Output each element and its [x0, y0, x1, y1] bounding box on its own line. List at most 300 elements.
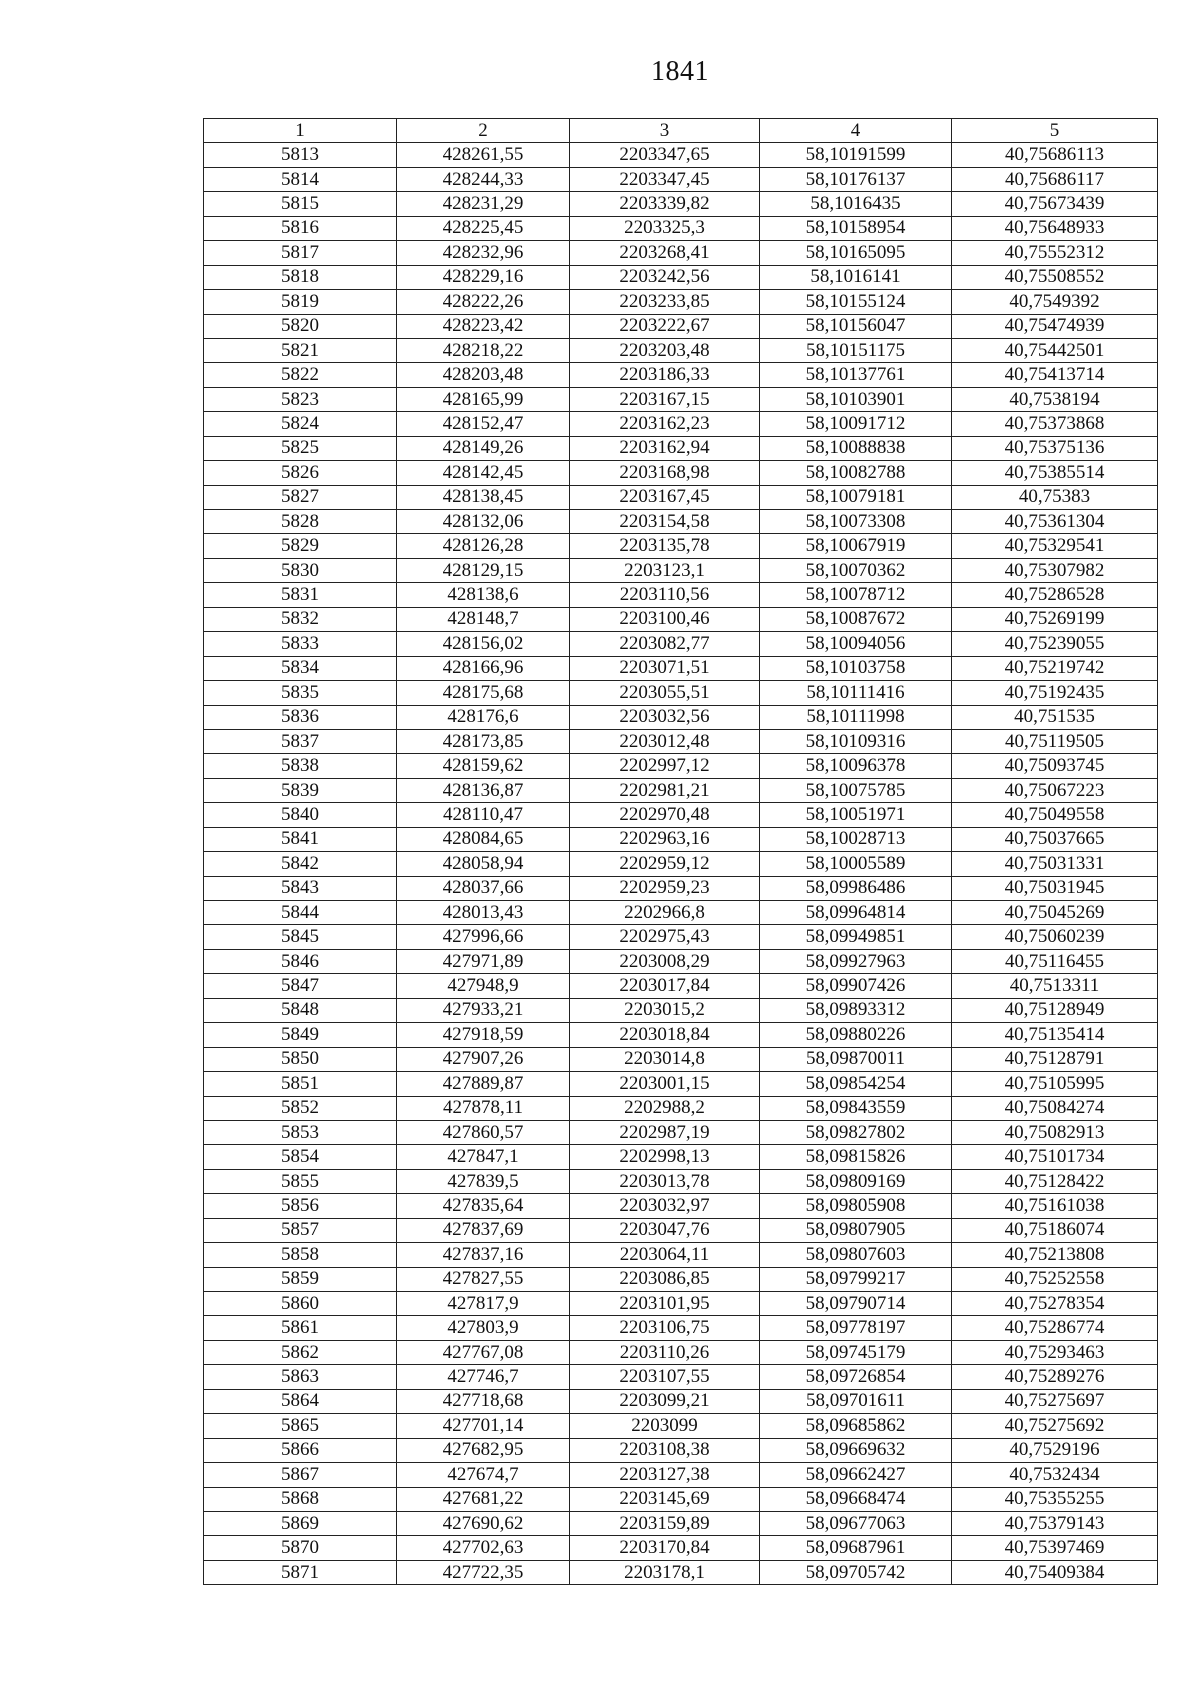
table-row — [204, 656, 1158, 680]
table-cell: 2203347,45 — [570, 167, 760, 191]
table-cell: 428084,65 — [397, 827, 570, 851]
table-cell: 2202988,2 — [570, 1096, 760, 1120]
table-cell: 428231,29 — [397, 192, 570, 216]
table-row — [204, 1120, 1158, 1144]
table-cell: 2203222,67 — [570, 314, 760, 338]
table-cell: 428175,68 — [397, 681, 570, 705]
column-header: 2 — [397, 119, 570, 143]
table-row — [204, 901, 1158, 925]
table-row — [204, 852, 1158, 876]
table-cell: 40,75031945 — [952, 876, 1158, 900]
table-cell: 2203082,77 — [570, 632, 760, 656]
table-cell: 427971,89 — [397, 949, 570, 973]
table-cell: 427702,63 — [397, 1536, 570, 1560]
table-cell: 2203110,56 — [570, 583, 760, 607]
table-cell: 40,75686113 — [952, 143, 1158, 167]
table-row — [204, 974, 1158, 998]
table-cell: 58,10094056 — [760, 632, 952, 656]
table-cell: 2203047,76 — [570, 1218, 760, 1242]
table-cell: 2202970,48 — [570, 803, 760, 827]
table-cell: 427878,11 — [397, 1096, 570, 1120]
table-cell: 40,7538194 — [952, 387, 1158, 411]
table-row — [204, 1072, 1158, 1096]
table-cell: 427722,35 — [397, 1560, 570, 1584]
table-cell: 2203168,98 — [570, 461, 760, 485]
table-cell: 5855 — [204, 1169, 397, 1193]
table-cell: 58,09790714 — [760, 1292, 952, 1316]
table-cell: 428225,45 — [397, 216, 570, 240]
table-row — [204, 827, 1158, 851]
table-cell: 40,75037665 — [952, 827, 1158, 851]
table-cell: 40,75413714 — [952, 363, 1158, 387]
table-row — [204, 1340, 1158, 1364]
table-cell: 5820 — [204, 314, 397, 338]
table-cell: 40,75648933 — [952, 216, 1158, 240]
table-cell: 2203159,89 — [570, 1511, 760, 1535]
table-cell: 40,75269199 — [952, 607, 1158, 631]
table-cell: 58,10070362 — [760, 558, 952, 582]
table-cell: 5819 — [204, 290, 397, 314]
table-cell: 58,10103901 — [760, 387, 952, 411]
table-cell: 427837,16 — [397, 1243, 570, 1267]
table-cell: 428110,47 — [397, 803, 570, 827]
table-row — [204, 534, 1158, 558]
table-cell: 2203110,26 — [570, 1340, 760, 1364]
table-cell: 58,09964814 — [760, 901, 952, 925]
table-cell: 427682,95 — [397, 1438, 570, 1462]
table-cell: 2203325,3 — [570, 216, 760, 240]
table-cell: 427681,22 — [397, 1487, 570, 1511]
table-cell: 5846 — [204, 949, 397, 973]
table-cell: 427860,57 — [397, 1120, 570, 1144]
table-cell: 2203145,69 — [570, 1487, 760, 1511]
table-cell: 2202959,12 — [570, 852, 760, 876]
table-cell: 5854 — [204, 1145, 397, 1169]
table-cell: 2203017,84 — [570, 974, 760, 998]
table-cell: 58,10158954 — [760, 216, 952, 240]
table-cell: 2203101,95 — [570, 1292, 760, 1316]
table-cell: 58,10111416 — [760, 681, 952, 705]
table-cell: 5816 — [204, 216, 397, 240]
table-cell: 5849 — [204, 1023, 397, 1047]
table-cell: 58,10091712 — [760, 412, 952, 436]
table-cell: 5860 — [204, 1292, 397, 1316]
table-cell: 58,10082788 — [760, 461, 952, 485]
table-cell: 427847,1 — [397, 1145, 570, 1169]
table-cell: 58,09807905 — [760, 1218, 952, 1242]
table-cell: 428142,45 — [397, 461, 570, 485]
table-row — [204, 436, 1158, 460]
table-cell: 5844 — [204, 901, 397, 925]
table-cell: 427718,68 — [397, 1389, 570, 1413]
table-cell: 427837,69 — [397, 1218, 570, 1242]
table-cell: 427674,7 — [397, 1463, 570, 1487]
table-cell: 5833 — [204, 632, 397, 656]
table-cell: 58,09705742 — [760, 1560, 952, 1584]
table-row — [204, 1438, 1158, 1462]
table-cell: 5870 — [204, 1536, 397, 1560]
table-row — [204, 1487, 1158, 1511]
table-cell: 427827,55 — [397, 1267, 570, 1291]
table-cell: 5835 — [204, 681, 397, 705]
table-cell: 2203032,56 — [570, 705, 760, 729]
table-cell: 2203162,94 — [570, 436, 760, 460]
table-cell: 40,75031331 — [952, 852, 1158, 876]
column-header: 4 — [760, 119, 952, 143]
table-cell: 40,75128949 — [952, 998, 1158, 1022]
table-cell: 40,75128791 — [952, 1047, 1158, 1071]
table-cell: 40,75442501 — [952, 338, 1158, 362]
table-cell: 427918,59 — [397, 1023, 570, 1047]
column-header: 1 — [204, 119, 397, 143]
coordinates-table — [203, 118, 1158, 1585]
table-cell: 58,09685862 — [760, 1414, 952, 1438]
table-cell: 58,09907426 — [760, 974, 952, 998]
table-row — [204, 1243, 1158, 1267]
table-row — [204, 412, 1158, 436]
table-cell: 428159,62 — [397, 754, 570, 778]
table-cell: 2202998,13 — [570, 1145, 760, 1169]
table-cell: 428152,47 — [397, 412, 570, 436]
table-row — [204, 1023, 1158, 1047]
table-cell: 40,75289276 — [952, 1365, 1158, 1389]
table-cell: 428222,26 — [397, 290, 570, 314]
table-cell: 40,7549392 — [952, 290, 1158, 314]
table-cell: 2203233,85 — [570, 290, 760, 314]
table-cell: 5831 — [204, 583, 397, 607]
table-row — [204, 290, 1158, 314]
table-cell: 428165,99 — [397, 387, 570, 411]
table-cell: 40,75373868 — [952, 412, 1158, 436]
table-cell: 58,09805908 — [760, 1194, 952, 1218]
table-cell: 58,09701611 — [760, 1389, 952, 1413]
table-cell: 5867 — [204, 1463, 397, 1487]
table-cell: 5865 — [204, 1414, 397, 1438]
table-cell: 58,10111998 — [760, 705, 952, 729]
table-row — [204, 265, 1158, 289]
table-row — [204, 1267, 1158, 1291]
table-cell: 427933,21 — [397, 998, 570, 1022]
table-cell: 40,7532434 — [952, 1463, 1158, 1487]
table-cell: 40,75361304 — [952, 510, 1158, 534]
table-cell: 58,1016141 — [760, 265, 952, 289]
table-cell: 40,75239055 — [952, 632, 1158, 656]
table-cell: 40,75686117 — [952, 167, 1158, 191]
table-cell: 428232,96 — [397, 241, 570, 265]
table-cell: 5817 — [204, 241, 397, 265]
table-cell: 40,75385514 — [952, 461, 1158, 485]
table-row — [204, 1169, 1158, 1193]
table-cell: 2203186,33 — [570, 363, 760, 387]
table-cell: 2202981,21 — [570, 778, 760, 802]
table-row — [204, 1365, 1158, 1389]
table-cell: 2203242,56 — [570, 265, 760, 289]
table-cell: 5815 — [204, 192, 397, 216]
table-cell: 40,75105995 — [952, 1072, 1158, 1096]
table-cell: 40,75307982 — [952, 558, 1158, 582]
table-cell: 2203064,11 — [570, 1243, 760, 1267]
table-cell: 58,09669632 — [760, 1438, 952, 1462]
table-cell: 40,75379143 — [952, 1511, 1158, 1535]
table-row — [204, 681, 1158, 705]
table-cell: 2203086,85 — [570, 1267, 760, 1291]
table-cell: 40,75355255 — [952, 1487, 1158, 1511]
table-row — [204, 1194, 1158, 1218]
table-cell: 2203170,84 — [570, 1536, 760, 1560]
table-cell: 5837 — [204, 729, 397, 753]
table-cell: 5840 — [204, 803, 397, 827]
table-row — [204, 1292, 1158, 1316]
table-cell: 2203099 — [570, 1414, 760, 1438]
header-row — [204, 119, 1158, 143]
table-cell: 5818 — [204, 265, 397, 289]
table-cell: 58,10155124 — [760, 290, 952, 314]
table-cell: 40,75409384 — [952, 1560, 1158, 1584]
table-cell: 40,75049558 — [952, 803, 1158, 827]
table-cell: 5839 — [204, 778, 397, 802]
table-cell: 40,75275697 — [952, 1389, 1158, 1413]
table-cell: 58,10073308 — [760, 510, 952, 534]
table-cell: 5856 — [204, 1194, 397, 1218]
table-cell: 5845 — [204, 925, 397, 949]
table-cell: 428037,66 — [397, 876, 570, 900]
table-row — [204, 1560, 1158, 1584]
table-row — [204, 754, 1158, 778]
table-cell: 2203123,1 — [570, 558, 760, 582]
table-cell: 428138,6 — [397, 583, 570, 607]
table-cell: 2203127,38 — [570, 1463, 760, 1487]
table-cell: 40,75293463 — [952, 1340, 1158, 1364]
table-cell: 428229,16 — [397, 265, 570, 289]
table-cell: 5843 — [204, 876, 397, 900]
table-cell: 40,75186074 — [952, 1218, 1158, 1242]
table-row — [204, 241, 1158, 265]
table-cell: 427690,62 — [397, 1511, 570, 1535]
table-cell: 5853 — [204, 1120, 397, 1144]
table-cell: 40,75383 — [952, 485, 1158, 509]
table-cell: 58,09809169 — [760, 1169, 952, 1193]
table-cell: 427803,9 — [397, 1316, 570, 1340]
table-cell: 40,75278354 — [952, 1292, 1158, 1316]
table-cell: 58,10156047 — [760, 314, 952, 338]
table-cell: 428058,94 — [397, 852, 570, 876]
table-cell: 40,75128422 — [952, 1169, 1158, 1193]
table-cell: 2203347,65 — [570, 143, 760, 167]
table-cell: 58,09726854 — [760, 1365, 952, 1389]
table-cell: 5863 — [204, 1365, 397, 1389]
table-cell: 58,10191599 — [760, 143, 952, 167]
table-cell: 428218,22 — [397, 338, 570, 362]
table-cell: 2203106,75 — [570, 1316, 760, 1340]
table-cell: 427996,66 — [397, 925, 570, 949]
table-row — [204, 558, 1158, 582]
table-cell: 5826 — [204, 461, 397, 485]
table-cell: 58,09778197 — [760, 1316, 952, 1340]
table-cell: 5869 — [204, 1511, 397, 1535]
table-cell: 58,10078712 — [760, 583, 952, 607]
table-cell: 58,10051971 — [760, 803, 952, 827]
table-row — [204, 1096, 1158, 1120]
table-cell: 5861 — [204, 1316, 397, 1340]
table-row — [204, 1145, 1158, 1169]
table-cell: 428126,28 — [397, 534, 570, 558]
table-cell: 58,10137761 — [760, 363, 952, 387]
table-cell: 2203135,78 — [570, 534, 760, 558]
table-cell: 58,09893312 — [760, 998, 952, 1022]
table-row — [204, 925, 1158, 949]
table-cell: 427701,14 — [397, 1414, 570, 1438]
table-cell: 58,10028713 — [760, 827, 952, 851]
table-cell: 5848 — [204, 998, 397, 1022]
table-cell: 2202997,12 — [570, 754, 760, 778]
table-row — [204, 1218, 1158, 1242]
table-cell: 58,10103758 — [760, 656, 952, 680]
table-cell: 58,10151175 — [760, 338, 952, 362]
table-cell: 58,09927963 — [760, 949, 952, 973]
table-header — [204, 119, 1158, 143]
table-cell: 40,75673439 — [952, 192, 1158, 216]
table-cell: 40,7513311 — [952, 974, 1158, 998]
table-cell: 40,75101734 — [952, 1145, 1158, 1169]
table-cell: 428148,7 — [397, 607, 570, 631]
table-cell: 58,10005589 — [760, 852, 952, 876]
table-row — [204, 461, 1158, 485]
table-cell: 58,09843559 — [760, 1096, 952, 1120]
table-cell: 427746,7 — [397, 1365, 570, 1389]
table-cell: 5871 — [204, 1560, 397, 1584]
table-cell: 5866 — [204, 1438, 397, 1462]
table-cell: 40,75045269 — [952, 901, 1158, 925]
table-cell: 5821 — [204, 338, 397, 362]
table-row — [204, 1536, 1158, 1560]
table-cell: 5830 — [204, 558, 397, 582]
table-cell: 5862 — [204, 1340, 397, 1364]
page-number: 1841 — [651, 56, 709, 87]
table-cell: 428244,33 — [397, 167, 570, 191]
table-cell: 2202975,43 — [570, 925, 760, 949]
table-row — [204, 1414, 1158, 1438]
table-cell: 5859 — [204, 1267, 397, 1291]
table-cell: 40,75161038 — [952, 1194, 1158, 1218]
table-cell: 40,75474939 — [952, 314, 1158, 338]
table-cell: 40,75119505 — [952, 729, 1158, 753]
table-row — [204, 143, 1158, 167]
table-row — [204, 729, 1158, 753]
table-cell: 58,09799217 — [760, 1267, 952, 1291]
table-cell: 427817,9 — [397, 1292, 570, 1316]
table-cell: 58,09827802 — [760, 1120, 952, 1144]
table-cell: 5827 — [204, 485, 397, 509]
table-cell: 40,75275692 — [952, 1414, 1158, 1438]
table-cell: 40,75329541 — [952, 534, 1158, 558]
table-cell: 427767,08 — [397, 1340, 570, 1364]
table-cell: 40,75082913 — [952, 1120, 1158, 1144]
table-cell: 40,75213808 — [952, 1243, 1158, 1267]
table-row — [204, 510, 1158, 534]
column-header: 3 — [570, 119, 760, 143]
table-row — [204, 1389, 1158, 1413]
table-cell: 58,10087672 — [760, 607, 952, 631]
table-cell: 58,09668474 — [760, 1487, 952, 1511]
table-cell: 58,09687961 — [760, 1536, 952, 1560]
table-cell: 58,1016435 — [760, 192, 952, 216]
table-cell: 40,75135414 — [952, 1023, 1158, 1047]
table-cell: 5841 — [204, 827, 397, 851]
table-row — [204, 1047, 1158, 1071]
table-row — [204, 485, 1158, 509]
table-cell: 58,10176137 — [760, 167, 952, 191]
table-cell: 5857 — [204, 1218, 397, 1242]
table-cell: 5825 — [204, 436, 397, 460]
table-row — [204, 705, 1158, 729]
table-cell: 2203014,8 — [570, 1047, 760, 1071]
table-cell: 5823 — [204, 387, 397, 411]
table-cell: 40,75084274 — [952, 1096, 1158, 1120]
table-cell: 2203162,23 — [570, 412, 760, 436]
table-cell: 428203,48 — [397, 363, 570, 387]
table-cell: 58,10096378 — [760, 754, 952, 778]
table-cell: 58,10075785 — [760, 778, 952, 802]
table-cell: 428166,96 — [397, 656, 570, 680]
table-cell: 428223,42 — [397, 314, 570, 338]
table-cell: 5828 — [204, 510, 397, 534]
table-row — [204, 803, 1158, 827]
table-cell: 427889,87 — [397, 1072, 570, 1096]
table-cell: 58,09662427 — [760, 1463, 952, 1487]
table-row — [204, 1511, 1158, 1535]
table-row — [204, 1463, 1158, 1487]
table-cell: 2203178,1 — [570, 1560, 760, 1584]
table-cell: 58,10067919 — [760, 534, 952, 558]
table-cell: 40,75252558 — [952, 1267, 1158, 1291]
table-row — [204, 583, 1158, 607]
table-cell: 2203268,41 — [570, 241, 760, 265]
table-cell: 428261,55 — [397, 143, 570, 167]
table-cell: 428173,85 — [397, 729, 570, 753]
table-row — [204, 778, 1158, 802]
table-cell: 58,09854254 — [760, 1072, 952, 1096]
table-cell: 58,10088838 — [760, 436, 952, 460]
table-cell: 58,09815826 — [760, 1145, 952, 1169]
table-cell: 5813 — [204, 143, 397, 167]
table-row — [204, 167, 1158, 191]
table-cell: 5851 — [204, 1072, 397, 1096]
table-row — [204, 876, 1158, 900]
table-cell: 428149,26 — [397, 436, 570, 460]
table-cell: 40,75286528 — [952, 583, 1158, 607]
table-cell: 2202963,16 — [570, 827, 760, 851]
table-cell: 2203100,46 — [570, 607, 760, 631]
table-cell: 58,10165095 — [760, 241, 952, 265]
table-cell: 2203107,55 — [570, 1365, 760, 1389]
table-cell: 428129,15 — [397, 558, 570, 582]
column-header: 5 — [952, 119, 1158, 143]
table-row — [204, 338, 1158, 362]
table-cell: 40,75116455 — [952, 949, 1158, 973]
table-cell: 40,75060239 — [952, 925, 1158, 949]
table-cell: 58,09807603 — [760, 1243, 952, 1267]
table-cell: 5858 — [204, 1243, 397, 1267]
table-cell: 2202966,8 — [570, 901, 760, 925]
table-cell: 428013,43 — [397, 901, 570, 925]
table-cell: 2202987,19 — [570, 1120, 760, 1144]
table-cell: 2203167,45 — [570, 485, 760, 509]
table-cell: 427948,9 — [397, 974, 570, 998]
table-row — [204, 632, 1158, 656]
table-cell: 40,75375136 — [952, 436, 1158, 460]
table-cell: 5814 — [204, 167, 397, 191]
table-cell: 40,75219742 — [952, 656, 1158, 680]
